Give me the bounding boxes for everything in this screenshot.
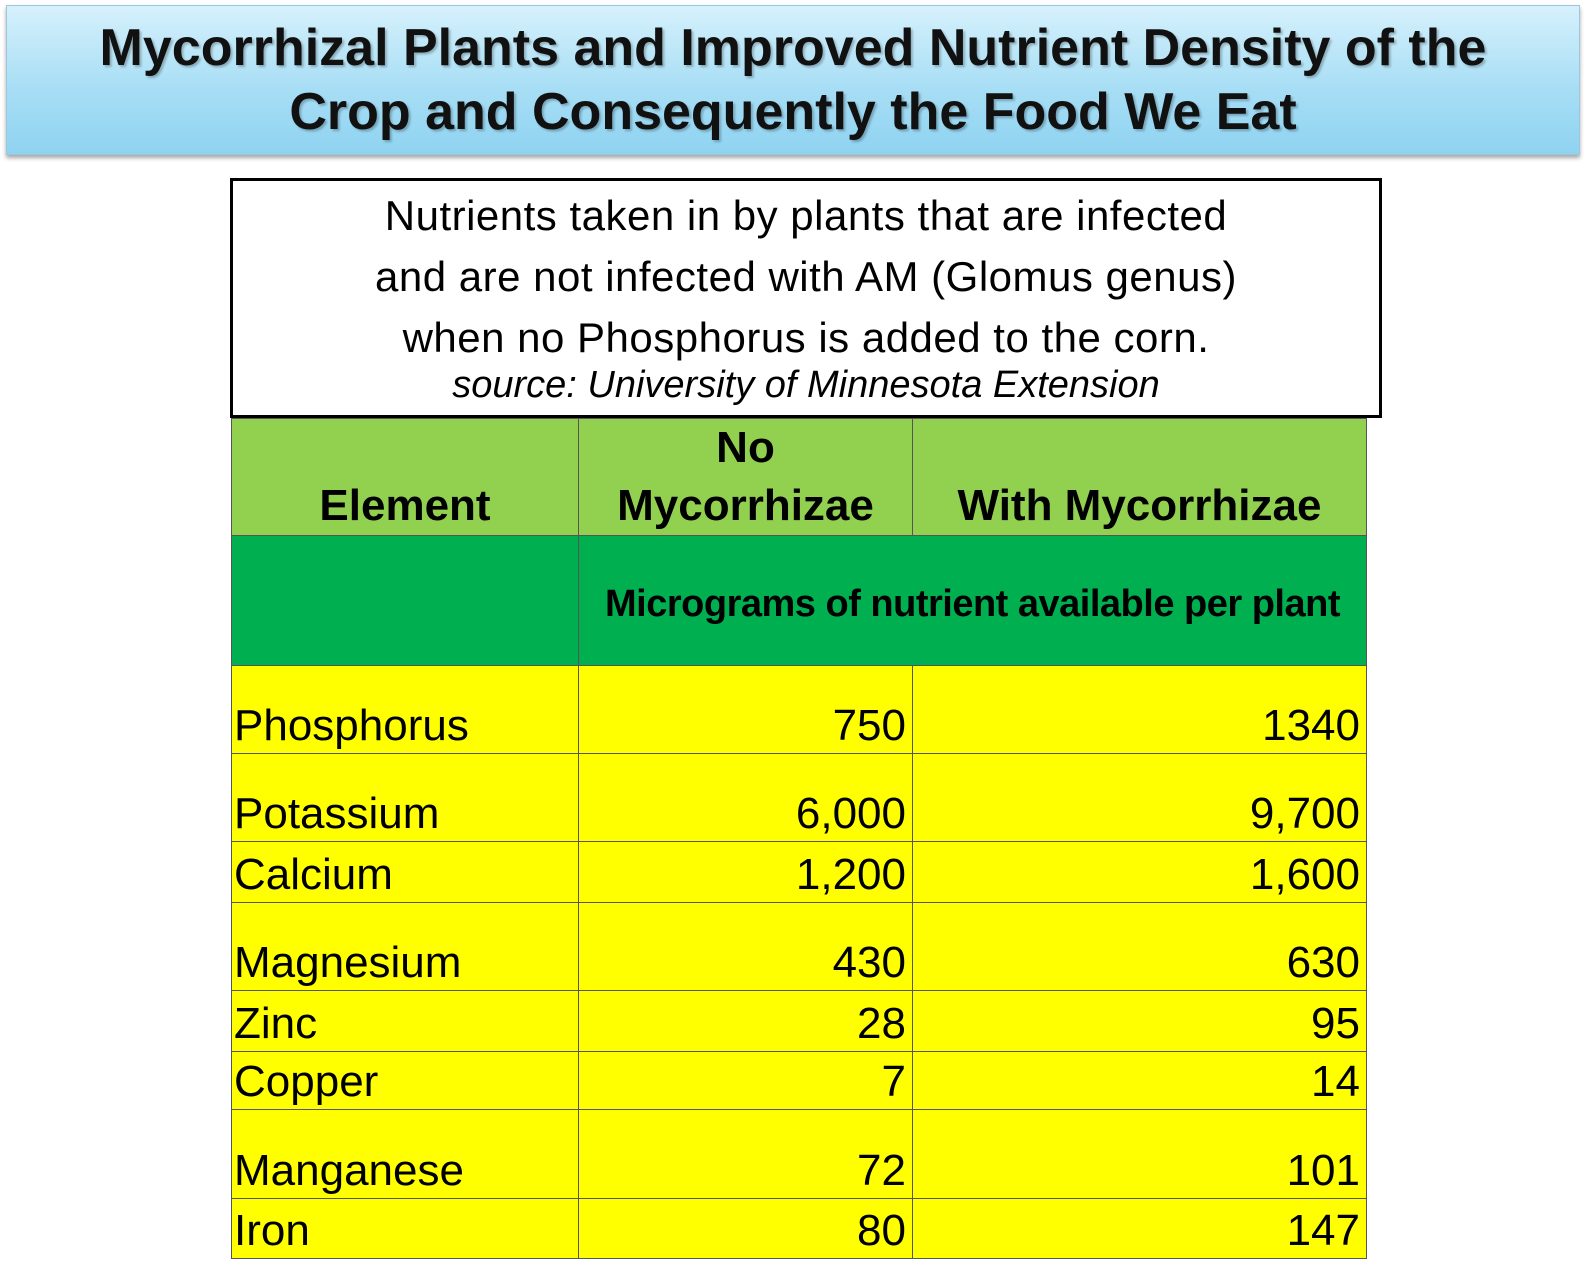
element-cell: Iron: [232, 1199, 579, 1259]
caption-source: source: University of Minnesota Extension: [452, 364, 1160, 406]
caption-line-1: Nutrients taken in by plants that are infected: [384, 192, 1228, 239]
title-banner: [6, 5, 1580, 155]
with-myco-value: 147: [913, 1199, 1367, 1259]
table-row: [232, 1199, 1367, 1259]
no-myco-value: 72: [579, 1110, 913, 1199]
with-myco-value: 1340: [913, 666, 1367, 754]
no-myco-value: 6,000: [579, 754, 913, 842]
with-myco-value: 9,700: [913, 754, 1367, 842]
table-row: [232, 842, 1367, 903]
table-row: [232, 1110, 1367, 1199]
units-cell: Micrograms of nutrient available per plant: [579, 536, 1367, 666]
element-cell: Magnesium: [232, 903, 579, 991]
element-cell: Phosphorus: [232, 666, 579, 754]
header-no-myco-line-2: Mycorrhizae: [617, 481, 874, 530]
nutrient-table: [231, 418, 1367, 1259]
no-myco-value: 28: [579, 991, 913, 1052]
with-myco-value: 101: [913, 1110, 1367, 1199]
units-row: [232, 536, 1367, 666]
no-myco-value: 7: [579, 1052, 913, 1110]
table-row: [232, 1052, 1367, 1110]
with-myco-value: 630: [913, 903, 1367, 991]
table-row: [232, 754, 1367, 842]
header-with-mycorrhizae: [913, 419, 1367, 536]
no-myco-value: 430: [579, 903, 913, 991]
element-cell: Manganese: [232, 1110, 579, 1199]
no-myco-value: 80: [579, 1199, 913, 1259]
table-row: [232, 666, 1367, 754]
header-with-myco-label: With Mycorrhizae: [957, 481, 1322, 530]
table-header-row: [232, 419, 1367, 536]
title-line-2: Crop and Consequently the Food We Eat: [289, 83, 1297, 141]
with-myco-value: 95: [913, 991, 1367, 1052]
table-row: [232, 991, 1367, 1052]
table-caption: [230, 178, 1382, 418]
header-element: [232, 419, 579, 536]
no-myco-value: 1,200: [579, 842, 913, 903]
no-myco-value: 750: [579, 666, 913, 754]
with-myco-value: 14: [913, 1052, 1367, 1110]
element-cell: Copper: [232, 1052, 579, 1110]
element-cell: Zinc: [232, 991, 579, 1052]
header-no-mycorrhizae: [579, 419, 913, 536]
units-empty-cell: [232, 536, 579, 666]
title-line-1: Mycorrhizal Plants and Improved Nutrient Density of the: [99, 19, 1487, 77]
element-cell: Calcium: [232, 842, 579, 903]
element-cell: Potassium: [232, 754, 579, 842]
caption-line-2: and are not infected with AM (Glomus genus): [375, 253, 1237, 300]
table-row: [232, 903, 1367, 991]
header-no-myco-line-1: No: [716, 423, 775, 472]
header-element-label: Element: [319, 481, 491, 530]
with-myco-value: 1,600: [913, 842, 1367, 903]
caption-line-3: when no Phosphorus is added to the corn.: [402, 314, 1210, 361]
